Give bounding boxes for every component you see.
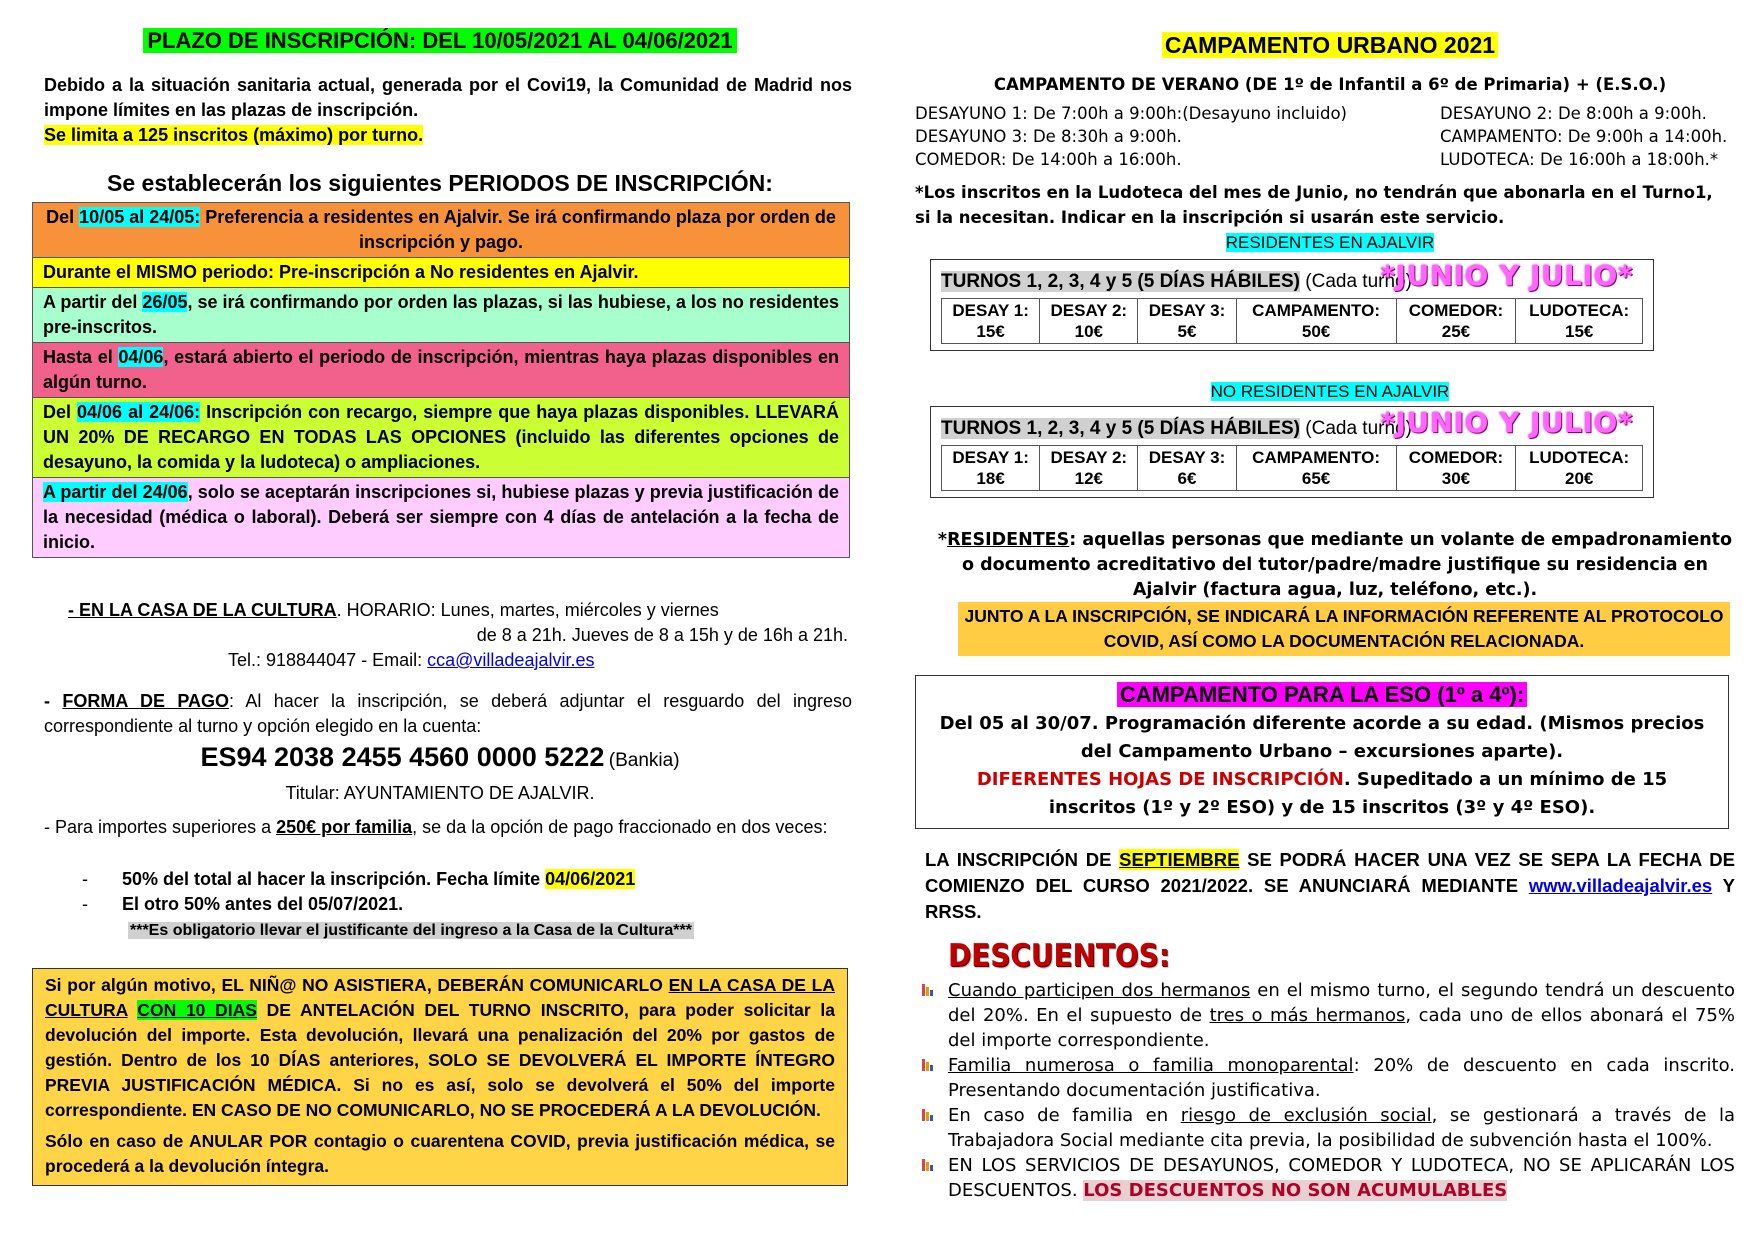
periods-table bbox=[32, 202, 850, 558]
schedule-row: DESAYUNO 1: De 7:00h a 9:00h:(Desayuno incluido) DESAYUNO 2: De 8:00h a 9:00h. bbox=[915, 104, 1707, 123]
intro-text: Debido a la situación sanitaria actual, generada por el Covi19, la Comunidad de Madrid nos impone límites en las plazas de inscripción. Se limita a 125 inscritos (máximo) por turno. bbox=[44, 75, 852, 145]
september-note: LA INSCRIPCIÓN DE SEPTIEMBRE SE PODRÁ HACER UNA VEZ SE SEPA LA FECHA DE COMIENZO DEL CURSO 2021/2022. SE ANUNCIARÁ MEDIANTE www.villadeajalvir.es Y RRSS. bbox=[925, 849, 1735, 922]
discount-item: EN LOS SERVICIOS DE DESAYUNOS, COMEDOR Y LUDOTECA, NO SE APLICARÁN LOS DESCUENTOS. LOS DESCUENTOS NO SON ACUMULABLES bbox=[920, 1153, 1735, 1203]
price-cell: CAMPAMENTO: 65€ bbox=[1236, 446, 1396, 491]
period-text: Durante el MISMO periodo: Pre-inscripción a No residentes en Ajalvir. bbox=[43, 262, 639, 282]
period-text: Inscripción con recargo, siempre que haya plazas disponibles. LLEVARÁ UN 20% DE RECARGO EN TODAS LAS OPCIONES (incluido las diferentes opciones de desayuno, la comida y la ludoteca) o ampliaciones. bbox=[43, 402, 839, 472]
ludoteca-note: *Los inscritos en la Ludoteca del mes de Junio, no tendrán que abonarla en el Turno1, si la necesitan. Indicar en la inscripción si usarán este servicio. bbox=[915, 183, 1713, 227]
casa-cultura-info: - EN LA CASA DE LA CULTURA. HORARIO: Lunes, martes, miércoles y viernes de 8 a 21h. Jueves de 8 a 15h y de 16h a 21h. Tel.: 918844047 - Email: cca@villadeajalvir.es bbox=[68, 600, 848, 670]
period-prefix: Del bbox=[43, 402, 78, 422]
deadline-heading: PLAZO DE INSCRIPCIÓN: DEL 10/05/2021 AL 04/06/2021 bbox=[32, 28, 848, 54]
price-cell: DESAY 3: 6€ bbox=[1138, 446, 1236, 491]
residents-prices bbox=[941, 298, 1643, 344]
price-cell: DESAY 2: 12€ bbox=[1040, 446, 1138, 491]
residentes-definition: *RESIDENTES: aquellas personas que mediante un volante de empadronamiento o documento acreditativo del tutor/padre/madre justifique su residencia en Ajalvir (factura agua, luz, teléfono, etc.). bbox=[937, 530, 1733, 600]
period-row bbox=[33, 343, 849, 398]
iban-line: ES94 2038 2455 4560 0000 5222 (Bankia) bbox=[200, 742, 680, 772]
discounts-list bbox=[920, 978, 1735, 1203]
periods-title: Se establecerán los siguientes PERIODOS DE INSCRIPCIÓN: bbox=[107, 170, 773, 196]
campamento-subtitle: CAMPAMENTO DE VERANO (DE 1º de Infantil a 6º de Primaria) + (E.S.O.) bbox=[993, 75, 1667, 94]
period-date: 10/05 al 24/05: bbox=[79, 207, 201, 227]
payment-item: - El otro 50% antes del 05/07/2021. bbox=[82, 894, 404, 914]
period-row bbox=[33, 258, 849, 288]
payment-list bbox=[82, 867, 842, 917]
nonresidents-label: NO RESIDENTES EN AJALVIR bbox=[1210, 382, 1450, 401]
eso-title: CAMPAMENTO PARA LA ESO (1º a 4º): bbox=[1117, 682, 1527, 707]
price-cell: COMEDOR: 25€ bbox=[1396, 299, 1516, 344]
price-cell: DESAY 3: 5€ bbox=[1138, 299, 1236, 344]
nonresidents-price-table: TURNOS 1, 2, 3, 4 y 5 (5 DÍAS HÁBILES) (Cada turno) *JUNIO Y JULIO* DESAY 1: 18€ DESAY 2: 12€ DESAY 3: 6€ CAMPAMENTO: 65€ COMEDOR: 30€ LUDOTECA: 20€ bbox=[930, 406, 1654, 498]
email-link[interactable]: cca@villadeajalvir.es bbox=[427, 650, 595, 670]
period-row bbox=[33, 478, 849, 557]
period-text: , solo se aceptarán inscripciones si, hubiese plazas y previa justificación de la necesidad (médica o laboral). Deberá ser siempre con 4 días de antelación a la fecha de inicio. bbox=[43, 482, 839, 552]
period-prefix: Del bbox=[46, 207, 80, 227]
obligatorio-note: ***Es obligatorio llevar el justificante del ingreso a la Casa de la Cultura*** bbox=[130, 922, 692, 939]
bullet-icon bbox=[922, 1159, 934, 1171]
refund-policy: Si por algún motivo, EL NIÑ@ NO ASISTIERA, DEBERÁN COMUNICARLO EN LA CASA DE LA CULTURA CON 10 DIAS DE ANTELACIÓN DEL TURNO INSCRITO, para poder solicitar la devolución del importe. Esta devolución, llevará una penalización del 20% por gastos de gestión. Dentro de los 10 DÍAS anteriores, SOLO SE DEVOLVERÁ EL IMPORTE ÍNTEGRO PREVIA JUSTIFICACIÓN MÉDICA. Si no es así, solo se devolverá el 50% del importe correspondiente. EN CASO DE NO COMUNICARLO, NO SE PROCEDERÁ A LA DEVOLUCIÓN. bbox=[45, 975, 835, 1120]
nonresidents-prices bbox=[941, 445, 1643, 491]
price-cell: LUDOTECA: 20€ bbox=[1516, 446, 1643, 491]
period-text: , estará abierto el periodo de inscripción, mientras haya plazas disponibles en algún turno. bbox=[43, 347, 839, 392]
descuentos-title: DESCUENTOS: bbox=[948, 938, 1170, 974]
price-cell: LUDOTECA: 15€ bbox=[1516, 299, 1643, 344]
price-cell: CAMPAMENTO: 50€ bbox=[1236, 299, 1396, 344]
price-cell: DESAY 1: 18€ bbox=[942, 446, 1040, 491]
schedule bbox=[915, 102, 1750, 171]
period-date: 26/05 bbox=[142, 292, 188, 312]
residents-label: RESIDENTES EN AJALVIR bbox=[1225, 233, 1435, 252]
titular: Titular: AYUNTAMIENTO DE AJALVIR. bbox=[285, 783, 595, 803]
period-text: , se irá confirmando por orden las plazas, si las hubiese, a los no residentes pre-inscritos. bbox=[43, 292, 839, 337]
website-link[interactable]: www.villadeajalvir.es bbox=[1528, 875, 1713, 896]
forma-pago: - FORMA DE PAGO: Al hacer la inscripción, se deberá adjuntar el resguardo del ingreso correspondiente al turno y opción elegido en la cuenta: bbox=[44, 691, 853, 736]
junio-julio-badge: *JUNIO Y JULIO* bbox=[1380, 406, 1633, 439]
eso-box bbox=[915, 675, 1729, 829]
price-cell: COMEDOR: 30€ bbox=[1396, 446, 1516, 491]
covid-refund: Sólo en caso de ANULAR POR contagio o cuarentena COVID, previa justificación médica, se procederá a la devolución íntegra. bbox=[45, 1131, 835, 1176]
casa-label: - EN LA CASA DE LA CULTURA bbox=[68, 600, 337, 620]
campamento-title: CAMPAMENTO URBANO 2021 bbox=[910, 32, 1750, 59]
residents-price-table: TURNOS 1, 2, 3, 4 y 5 (5 DÍAS HÁBILES) (Cada turno) *JUNIO Y JULIO* DESAY 1: 15€ DESAY 2: 10€ DESAY 3: 5€ CAMPAMENTO: 50€ COMEDOR: 25€ LUDOTECA: 15€ bbox=[930, 259, 1654, 351]
period-prefix: A partir del bbox=[43, 292, 143, 312]
discount-item: Familia numerosa o familia monoparental: 20% de descuento en cada inscrito. Presentando documentación justificativa. bbox=[920, 1053, 1735, 1103]
covid-protocol-note: JUNTO A LA INSCRIPCIÓN, SE INDICARÁ LA INFORMACIÓN REFERENTE AL PROTOCOLO COVID, ASÍ COMO LA DOCUMENTACIÓN RELACIONADA. bbox=[958, 602, 1730, 656]
price-cell: DESAY 1: 15€ bbox=[942, 299, 1040, 344]
discount-item: En caso de familia en riesgo de exclusión social, se gestionará a través de la Trabajadora Social mediante cita previa, la posibilidad de subvención hasta el 100%. bbox=[920, 1103, 1735, 1153]
period-text: Preferencia a residentes en Ajalvir. Se irá confirmando plaza por orden de inscripción y pago. bbox=[200, 207, 836, 252]
price-cell: DESAY 2: 10€ bbox=[1040, 299, 1138, 344]
refund-box bbox=[32, 968, 848, 1186]
period-row bbox=[33, 288, 849, 343]
period-date: 04/06 al 24/06: bbox=[77, 402, 201, 422]
iban: ES94 2038 2455 4560 0000 5222 bbox=[200, 742, 605, 772]
discount-item: Cuando participen dos hermanos en el mismo turno, el segundo tendrá un descuento del 20%. En el supuesto de tres o más hermanos, cada uno de ellos abonará el 75% del importe correspondiente. bbox=[920, 978, 1735, 1053]
bullet-icon bbox=[922, 984, 934, 996]
limit-note: Se limita a 125 inscritos (máximo) por turno. bbox=[44, 125, 424, 145]
period-row bbox=[33, 398, 849, 478]
period-date: A partir del 24/06 bbox=[43, 482, 188, 502]
junio-julio-badge: *JUNIO Y JULIO* bbox=[1380, 259, 1633, 292]
period-prefix: Hasta el bbox=[43, 347, 119, 367]
eso-details: Del 05 al 30/07. Programación diferente acorde a su edad. (Mismos precios del Campamento Urbano – excursiones aparte). DIFERENTES HOJAS DE INSCRIPCIÓN. Supeditado a un mínimo de 15 inscritos (1º y 2º ESO) y de 15 inscritos (3º y 4º ESO). bbox=[939, 713, 1705, 818]
payment-item: - 50% del total al hacer la inscripción. Fecha límite 04/06/2021 bbox=[82, 869, 636, 889]
period-row bbox=[33, 203, 849, 258]
bullet-icon bbox=[922, 1109, 934, 1121]
schedule-row: DESAYUNO 3: De 8:30h a 9:00h. CAMPAMENTO: De 9:00h a 14:00h. bbox=[915, 127, 1728, 146]
importes-text: - Para importes superiores a 250€ por familia, se da la opción de pago fraccionado en dos veces: bbox=[44, 817, 828, 837]
bullet-icon bbox=[922, 1059, 934, 1071]
period-date: 04/06 bbox=[118, 347, 164, 367]
schedule-row: COMEDOR: De 14:00h a 16:00h. LUDOTECA: De 16:00h a 18:00h.* bbox=[915, 150, 1719, 169]
